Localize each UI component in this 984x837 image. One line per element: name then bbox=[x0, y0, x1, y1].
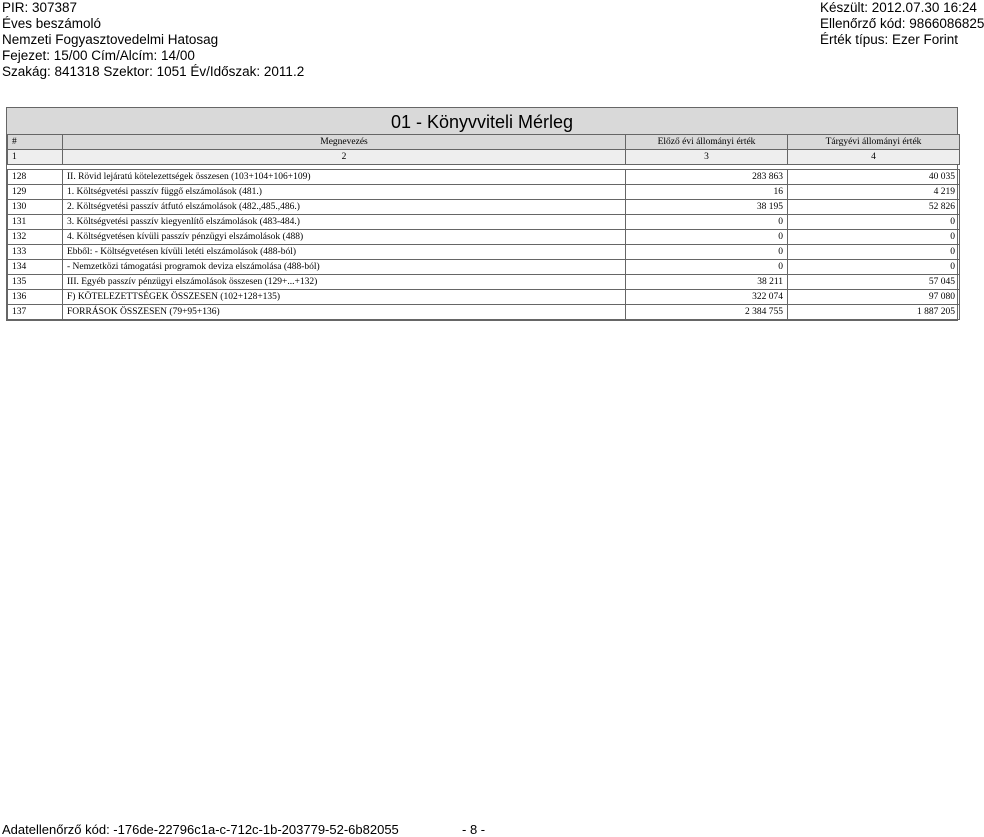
col-header-name: Megnevezés bbox=[63, 135, 626, 150]
row-curr-value: 40 035 bbox=[788, 170, 960, 185]
row-prev-value: 0 bbox=[626, 245, 788, 260]
row-prev-value: 0 bbox=[626, 260, 788, 275]
col-header-curr: Tárgyévi állományi érték bbox=[788, 135, 960, 150]
row-label: III. Egyéb passzív pénzügyi elszámolások összesen (129+...+132) bbox=[63, 275, 626, 290]
row-index: 135 bbox=[8, 275, 63, 290]
row-label: 3. Költségvetési passzív kiegyenlítő elszámolások (483-484.) bbox=[63, 215, 626, 230]
table-row bbox=[8, 290, 960, 305]
col-number-1: 1 bbox=[8, 150, 63, 165]
balance-sheet bbox=[6, 107, 958, 321]
row-index: 137 bbox=[8, 305, 63, 320]
balance-table bbox=[7, 134, 960, 320]
row-curr-value: 97 080 bbox=[788, 290, 960, 305]
col-header-prev: Előző évi állományi érték bbox=[626, 135, 788, 150]
row-curr-value: 1 887 205 bbox=[788, 305, 960, 320]
row-label: - Nemzetközi támogatási programok deviza elszámolása (488-ból) bbox=[63, 260, 626, 275]
row-label: FORRÁSOK ÖSSZESEN (79+95+136) bbox=[63, 305, 626, 320]
row-index: 134 bbox=[8, 260, 63, 275]
table-row bbox=[8, 185, 960, 200]
row-label: II. Rövid lejáratú kötelezettségek összesen (103+104+106+109) bbox=[63, 170, 626, 185]
institution-name: Nemzeti Fogyasztovedelmi Hatosag bbox=[2, 32, 219, 47]
report-type: Éves beszámoló bbox=[2, 16, 102, 31]
table-row bbox=[8, 230, 960, 245]
column-number-row bbox=[8, 150, 960, 165]
column-header-row bbox=[8, 135, 960, 150]
col-header-index: # bbox=[8, 135, 63, 150]
row-prev-value: 38 195 bbox=[626, 200, 788, 215]
row-curr-value: 52 826 bbox=[788, 200, 960, 215]
row-label: 1. Költségvetési passzív függő elszámolások (481.) bbox=[63, 185, 626, 200]
row-prev-value: 2 384 755 bbox=[626, 305, 788, 320]
row-index: 130 bbox=[8, 200, 63, 215]
header-left bbox=[2, 0, 304, 80]
data-check-code: Adatellenőrző kód: -176de-22796c1a-c-712c-1b-203779-52-6b82055 bbox=[2, 822, 399, 837]
table-body bbox=[8, 170, 960, 320]
row-index: 133 bbox=[8, 245, 63, 260]
table-row bbox=[8, 215, 960, 230]
row-index: 132 bbox=[8, 230, 63, 245]
table-row bbox=[8, 245, 960, 260]
pir-id: PIR: 307387 bbox=[2, 0, 78, 15]
check-code: Ellenőrző kód: 9866086825 bbox=[820, 16, 984, 31]
row-index: 129 bbox=[8, 185, 63, 200]
header-right bbox=[820, 0, 984, 48]
chapter-info: Fejezet: 15/00 Cím/Alcím: 14/00 bbox=[2, 48, 195, 63]
row-prev-value: 322 074 bbox=[626, 290, 788, 305]
table-row bbox=[8, 305, 960, 320]
row-index: 136 bbox=[8, 290, 63, 305]
row-curr-value: 0 bbox=[788, 245, 960, 260]
row-label: Ebből: - Költségvetésen kívüli letéti elszámolások (488-ból) bbox=[63, 245, 626, 260]
table-row bbox=[8, 275, 960, 290]
value-type: Érték típus: Ezer Forint bbox=[820, 32, 959, 47]
table-row bbox=[8, 200, 960, 215]
row-curr-value: 0 bbox=[788, 215, 960, 230]
row-prev-value: 0 bbox=[626, 215, 788, 230]
row-label: 2. Költségvetési passzív átfutó elszámolások (482.,485.,486.) bbox=[63, 200, 626, 215]
table-row bbox=[8, 170, 960, 185]
row-prev-value: 0 bbox=[626, 230, 788, 245]
row-index: 131 bbox=[8, 215, 63, 230]
row-prev-value: 16 bbox=[626, 185, 788, 200]
row-curr-value: 0 bbox=[788, 230, 960, 245]
row-prev-value: 283 863 bbox=[626, 170, 788, 185]
row-label: 4. Költségvetésen kívüli passzív pénzügyi elszámolások (488) bbox=[63, 230, 626, 245]
col-number-4: 4 bbox=[788, 150, 960, 165]
row-curr-value: 57 045 bbox=[788, 275, 960, 290]
row-curr-value: 4 219 bbox=[788, 185, 960, 200]
created-date: Készült: 2012.07.30 16:24 bbox=[820, 0, 977, 15]
table-row bbox=[8, 260, 960, 275]
row-label: F) KÖTELEZETTSÉGEK ÖSSZESEN (102+128+135) bbox=[63, 290, 626, 305]
report-title: 01 - Könyvviteli Mérleg bbox=[7, 108, 957, 134]
row-prev-value: 38 211 bbox=[626, 275, 788, 290]
row-index: 128 bbox=[8, 170, 63, 185]
sector-info: Szakág: 841318 Szektor: 1051 Év/Időszak: 2011.2 bbox=[2, 64, 305, 79]
page-number: - 8 - bbox=[462, 822, 486, 837]
col-number-3: 3 bbox=[626, 150, 788, 165]
row-curr-value: 0 bbox=[788, 260, 960, 275]
col-number-2: 2 bbox=[63, 150, 626, 165]
